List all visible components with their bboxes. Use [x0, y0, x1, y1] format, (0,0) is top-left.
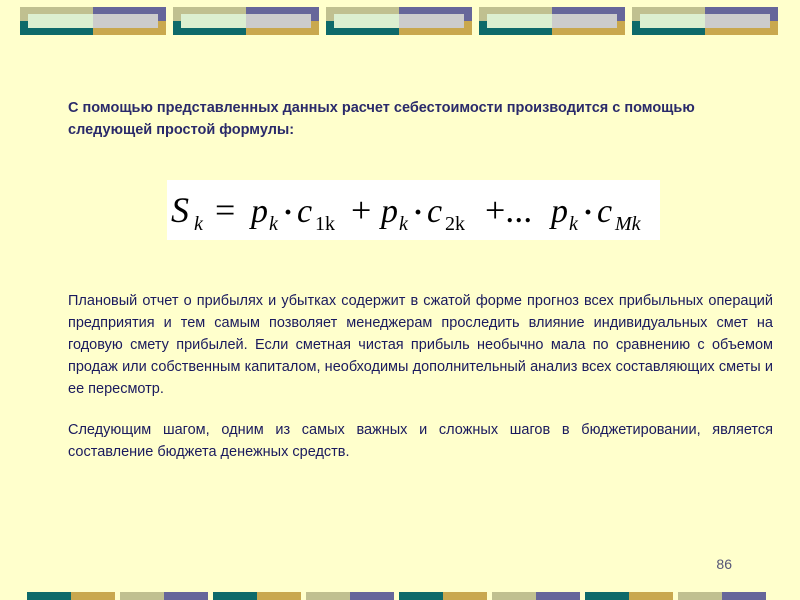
decor-block: [20, 7, 166, 35]
formula-image: [167, 180, 660, 240]
decor-strip: [120, 592, 208, 600]
formula-eq: =: [215, 190, 236, 230]
decor-strip: [27, 592, 115, 600]
formula-p: p: [551, 193, 568, 230]
page-number: 86: [716, 556, 732, 572]
cost-formula: [167, 180, 660, 240]
decor-strip: [678, 592, 766, 600]
decor-strip: [213, 592, 301, 600]
decor-strip: [399, 592, 487, 600]
formula-sub: k: [194, 213, 203, 235]
decor-block: [632, 7, 778, 35]
formula-dot: ·: [583, 196, 594, 229]
decor-block: [173, 7, 319, 35]
formula-sub: Mk: [615, 213, 641, 235]
formula-c: c: [597, 193, 613, 230]
paragraph-cash-budget: Следующим шагом, одним из самых важных и сложных шагов в бюджетировании, является составление бюджета денежных средств.: [68, 422, 773, 460]
decor-block: [326, 7, 472, 35]
paragraph-income-statement: Плановый отчет о прибылях и убытках содержит в сжатой форме прогноз всех прибыльных операций предприятия и тем самым позволяет менеджерам проследить влияние индивидуальных смет на годовую смету прибылей. Если сметная чистая прибыль необычно мала по сравнению с объемом продаж или собственным капиталом, необходимы дополнительный анализ всех составляющих сметы и ее пересмотр.: [68, 293, 773, 397]
top-decoration: [0, 0, 800, 40]
formula-s: S: [171, 190, 189, 230]
formula-p: p: [251, 193, 268, 230]
formula-dot: ·: [283, 196, 294, 229]
formula-sub: 2k: [445, 213, 465, 235]
decor-block: [479, 7, 625, 35]
intro-text: С помощью представленных данных расчет себестоимости производится с помощью следующей простой формулы:: [68, 100, 695, 138]
formula-sub: k: [269, 213, 278, 235]
formula-ellipsis: +...: [485, 190, 533, 230]
decor-strip: [492, 592, 580, 600]
formula-dot: ·: [413, 196, 424, 229]
formula-c: c: [427, 193, 443, 230]
formula-c: c: [297, 193, 313, 230]
bottom-decoration: [0, 592, 800, 600]
formula-plus: +: [351, 190, 372, 230]
formula-sub: 1k: [315, 213, 335, 235]
formula-sub: k: [399, 213, 408, 235]
formula-sub: k: [569, 213, 578, 235]
decor-strip: [306, 592, 394, 600]
decor-strip: [585, 592, 673, 600]
formula-p: p: [381, 193, 398, 230]
